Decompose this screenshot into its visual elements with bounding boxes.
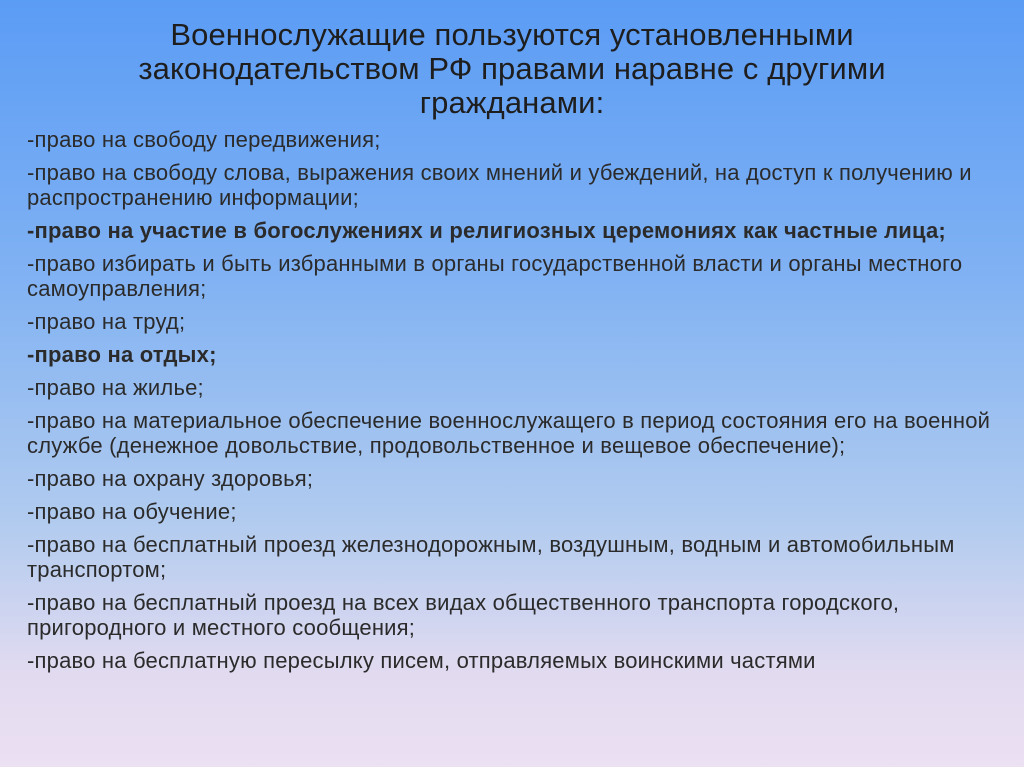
list-item: -право на бесплатную пересылку писем, отправляемых воинскими частями xyxy=(27,648,816,673)
list-item: -право на охрану здоровья; xyxy=(27,466,314,491)
list-item: -право на свободу слова, выражения своих мнений и убеждений, на доступ к получению и распространению информации; xyxy=(27,160,972,210)
list-item: -право на обучение; xyxy=(27,499,237,524)
slide-title: Военнослужащие пользуются установленными законодательством РФ правами наравне с другими гражданами: xyxy=(138,17,886,120)
list-item: -право на труд; xyxy=(27,309,186,334)
list-item: -право на отдых; xyxy=(27,342,217,367)
list-item: -право на бесплатный проезд железнодорожным, воздушным, водным и автомобильным транспортом; xyxy=(27,532,955,582)
list-item: -право на свободу передвижения; xyxy=(27,127,381,152)
list-item: -право избирать и быть избранными в органы государственной власти и органы местного самоуправления; xyxy=(27,251,963,301)
list-item: -право на жилье; xyxy=(27,375,204,400)
list-item: -право на материальное обеспечение военнослужащего в период состояния его на военной службе (денежное довольствие, продовольственное и вещевое обеспечение); xyxy=(27,408,991,458)
rights-list xyxy=(27,127,1002,681)
list-item: -право на бесплатный проезд на всех видах общественного транспорта городского, пригородного и местного сообщения; xyxy=(27,590,900,640)
list-item: -право на участие в богослужениях и религиозных церемониях как частные лица; xyxy=(27,218,946,243)
